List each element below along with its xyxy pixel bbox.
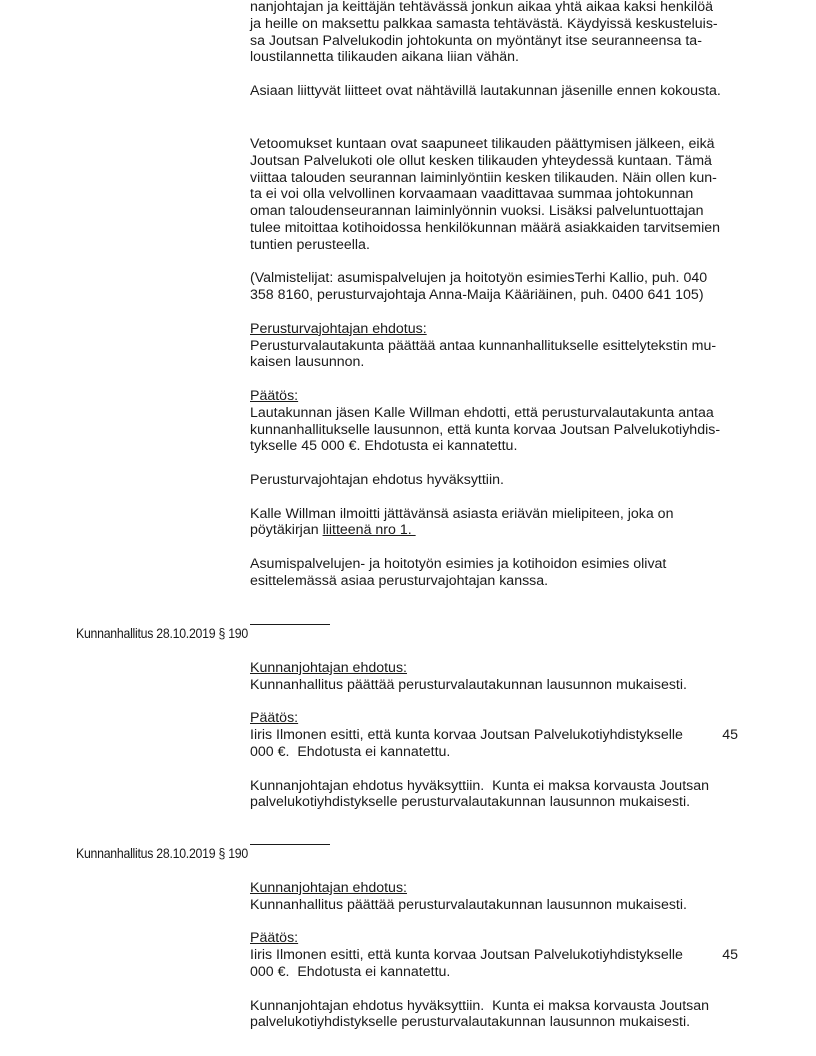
- decision-amount: 45: [722, 727, 738, 744]
- mayor-proposal-text: Kunnanhallitus päättää perusturvalautakunnan lausunnon mukaisesti.: [250, 676, 687, 693]
- text-line: Perusturvalautakunta päättää antaa kunnanhallitukselle esittelytekstin mu-: [250, 337, 717, 354]
- decision-line: 000 €. Ehdotusta ei kannatettu.: [250, 963, 451, 980]
- text-line: Vetoomukset kuntaan ovat saapuneet tilikauden päättymisen jälkeen, eikä: [250, 136, 715, 152]
- text-line: oman taloudenseurannan laiminlyönnin vuoksi. Lisäksi palveluntuottajan: [250, 203, 704, 220]
- decision-line: [250, 947, 738, 964]
- board-proposal-heading: Perusturvajohtajan ehdotus:: [250, 320, 427, 337]
- text-line: nanjohtajan ja keittäjän tehtävässä jonkun aikaa yhtä aikaa kaksi henkilöä: [250, 0, 713, 15]
- dissent-line: Kalle Willman ilmoitti jättävänsä asiasta eriävän mielipiteen, joka on: [250, 505, 674, 522]
- section-divider: [250, 624, 330, 625]
- presenters-line: Asumispalvelujen- ja hoitotyön esimies ja kotihoidon esimies olivat: [250, 555, 667, 572]
- decision-line: [250, 727, 738, 744]
- decision-text: Iiris Ilmonen esitti, että kunta korvaa Joutsan Palvelukotiyhdistykselle: [250, 727, 683, 744]
- decision-heading: Päätös:: [250, 710, 299, 727]
- continuation-paragraph: [250, 0, 750, 100]
- mayor-proposal-heading: Kunnanjohtajan ehdotus:: [250, 660, 407, 676]
- preparers-line: 358 8160, perusturvajohtaja Anna-Maija Kääriäinen, puh. 0400 641 105): [250, 287, 704, 304]
- board-decision-heading: Päätös:: [250, 387, 299, 404]
- text-line: ta ei voi olla velvollinen korvaamaan vaadittavaa summaa johtokunnan: [250, 186, 694, 203]
- text-line: tulee mitoittaa kotihoidossa henkilökunnan määrä asiakkaiden tarvitsemien: [250, 219, 721, 236]
- attachments-note: Asiaan liittyvät liitteet ovat nähtävillä lautakunnan jäsenille ennen kokousta.: [250, 82, 721, 99]
- text-line: loustilannetta tilikauden aikana liian vähän.: [250, 49, 519, 66]
- decision-line: 000 €. Ehdotusta ei kannatettu.: [250, 743, 451, 760]
- result-line: Kunnanjohtajan ehdotus hyväksyttiin. Kunta ei maksa korvausta Joutsan: [250, 997, 710, 1014]
- presenters-line: esittelemässä asiaa perusturvajohtajan kanssa.: [250, 572, 549, 589]
- decision-heading: Päätös:: [250, 930, 299, 947]
- text-line: ja heille on maksettu palkkaa samasta tehtävästä. Käydyissä keskusteluis-: [250, 15, 718, 32]
- council-section: [250, 880, 750, 1031]
- section-heading: Kunnanhallitus 28.10.2019 § 190: [76, 625, 248, 641]
- reasoning-paragraph: [250, 136, 750, 590]
- dissent-line: [250, 522, 750, 539]
- text-line: viittaa talouden seurannan laiminlyöntiin kesken tilikauden. Näin ollen kun-: [250, 169, 717, 186]
- mayor-proposal-heading: Kunnanjohtajan ehdotus:: [250, 880, 407, 896]
- attachment-link[interactable]: liitteenä nro 1.: [322, 522, 416, 539]
- result-line: palvelukotiyhdistykselle perusturvalautakunnan lausunnon mukaisesti.: [250, 794, 691, 811]
- result-line: Kunnanjohtajan ehdotus hyväksyttiin. Kunta ei maksa korvausta Joutsan: [250, 777, 710, 794]
- section-divider: [250, 844, 330, 845]
- decision-amount: 45: [722, 947, 738, 964]
- text-line: Joutsan Palvelukoti ole ollut kesken tilikauden yhteydessä kuntaan. Tämä: [250, 152, 712, 169]
- text-line: tykselle 45 000 €. Ehdotusta ei kannatettu.: [250, 438, 518, 455]
- decision-text: Iiris Ilmonen esitti, että kunta korvaa Joutsan Palvelukotiyhdistykselle: [250, 947, 683, 964]
- text-line: kaisen lausunnon.: [250, 354, 365, 371]
- council-section: [250, 660, 750, 811]
- text-line: Lautakunnan jäsen Kalle Willman ehdotti, että perusturvalautakunta antaa: [250, 404, 714, 421]
- accepted-line: Perusturvajohtajan ehdotus hyväksyttiin.: [250, 471, 504, 488]
- preparers-line: (Valmistelijat: asumispalvelujen ja hoitotyön esimiesTerhi Kallio, puh. 040: [250, 270, 708, 287]
- text-line: kunnanhallitukselle lausunnon, että kunta korvaa Joutsan Palvelukotiyhdis-: [250, 421, 721, 438]
- text-line: tuntien perusteella.: [250, 236, 370, 253]
- text-line: sa Joutsan Palvelukodin johtokunta on myöntänyt itse seuranneensa ta-: [250, 32, 702, 49]
- section-heading: Kunnanhallitus 28.10.2019 § 190: [76, 845, 248, 861]
- dissent-prefix: pöytäkirjan: [250, 522, 323, 539]
- result-line: palvelukotiyhdistykselle perusturvalautakunnan lausunnon mukaisesti.: [250, 1014, 691, 1031]
- mayor-proposal-text: Kunnanhallitus päättää perusturvalautakunnan lausunnon mukaisesti.: [250, 896, 687, 913]
